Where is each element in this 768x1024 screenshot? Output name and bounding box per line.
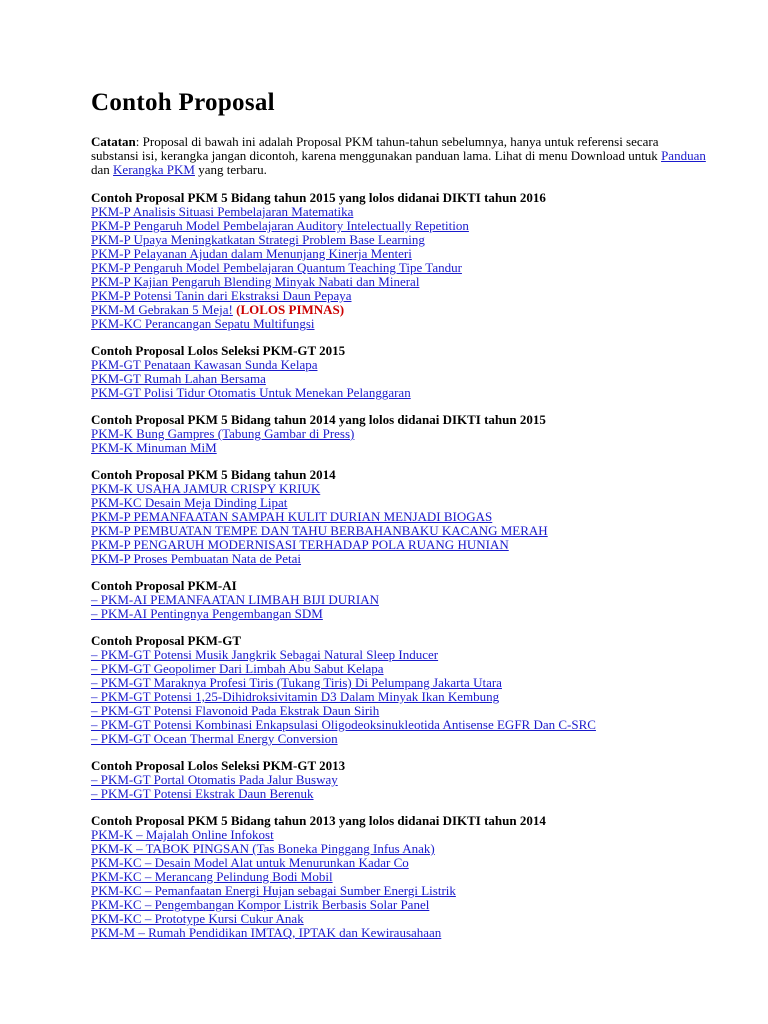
proposal-link[interactable]: PKM-P Proses Pembuatan Nata de Petai bbox=[91, 551, 302, 566]
list-item bbox=[91, 552, 708, 566]
proposal-link[interactable]: – PKM-AI Pentingnya Pengembangan SDM bbox=[91, 606, 323, 621]
list-item bbox=[91, 219, 708, 233]
proposal-link[interactable]: PKM-KC – Pemanfaatan Energi Hujan sebagai Sumber Energi Listrik bbox=[91, 883, 456, 898]
proposal-link[interactable]: – PKM-GT Potensi 1,25-Dihidroksivitamin D3 Dalam Minyak Ikan Kembung bbox=[91, 689, 500, 704]
proposal-section bbox=[91, 759, 708, 801]
list-item bbox=[91, 441, 708, 455]
list-item bbox=[91, 828, 708, 842]
list-item bbox=[91, 386, 708, 400]
proposal-link[interactable]: – PKM-GT Maraknya Profesi Tiris (Tukang Tiris) Di Pelumpang Jakarta Utara bbox=[91, 675, 502, 690]
proposal-link[interactable]: PKM-KC – Desain Model Alat untuk Menurunkan Kadar Co bbox=[91, 855, 409, 870]
proposal-link[interactable]: – PKM-AI PEMANFAATAN LIMBAH BIJI DURIAN bbox=[91, 592, 379, 607]
list-item bbox=[91, 233, 708, 247]
list-item bbox=[91, 427, 708, 441]
proposal-link[interactable]: PKM-P Pengaruh Model Pembelajaran Auditory Intelectually Repetition bbox=[91, 218, 469, 233]
list-item bbox=[91, 538, 708, 552]
proposal-section bbox=[91, 191, 708, 331]
list-item bbox=[91, 372, 708, 386]
proposal-link[interactable]: PKM-K Minuman MiM bbox=[91, 440, 217, 455]
list-item bbox=[91, 926, 708, 940]
list-item bbox=[91, 704, 708, 718]
proposal-link-list bbox=[91, 482, 708, 566]
note-label: Catatan bbox=[91, 134, 136, 149]
list-item bbox=[91, 676, 708, 690]
list-item bbox=[91, 607, 708, 621]
list-item bbox=[91, 870, 708, 884]
proposal-link-list bbox=[91, 593, 708, 621]
proposal-link[interactable]: – PKM-GT Portal Otomatis Pada Jalur Busway bbox=[91, 772, 338, 787]
list-item bbox=[91, 732, 708, 746]
proposal-link[interactable]: PKM-K USAHA JAMUR CRISPY KRIUK bbox=[91, 481, 321, 496]
proposal-link[interactable]: PKM-K – Majalah Online Infokost bbox=[91, 827, 274, 842]
proposal-link[interactable]: PKM-GT Rumah Lahan Bersama bbox=[91, 371, 266, 386]
list-item bbox=[91, 912, 708, 926]
proposal-link[interactable]: PKM-P Upaya Meningkatkatan Strategi Problem Base Learning bbox=[91, 232, 425, 247]
proposal-link[interactable]: – PKM-GT Potensi Ekstrak Daun Berenuk bbox=[91, 786, 314, 801]
proposal-link[interactable]: PKM-P Pengaruh Model Pembelajaran Quantum Teaching Tipe Tandur bbox=[91, 260, 462, 275]
proposal-link[interactable]: PKM-K Bung Gampres (Tabung Gambar di Press) bbox=[91, 426, 355, 441]
list-item bbox=[91, 510, 708, 524]
kerangka-pkm-link[interactable]: Kerangka PKM bbox=[113, 162, 195, 177]
list-item bbox=[91, 524, 708, 538]
proposal-link[interactable]: PKM-GT Polisi Tidur Otomatis Untuk Menekan Pelanggaran bbox=[91, 385, 411, 400]
proposal-link[interactable]: PKM-M Gebrakan 5 Meja! bbox=[91, 302, 233, 317]
proposal-link[interactable]: PKM-P Analisis Situasi Pembelajaran Matematika bbox=[91, 204, 354, 219]
list-item bbox=[91, 289, 708, 303]
list-item bbox=[91, 856, 708, 870]
proposal-link[interactable]: PKM-P Pelayanan Ajudan dalam Menunjang Kinerja Menteri bbox=[91, 246, 412, 261]
proposal-link[interactable]: – PKM-GT Potensi Musik Jangkrik Sebagai Natural Sleep Inducer bbox=[91, 647, 439, 662]
proposal-link[interactable]: PKM-K – TABOK PINGSAN (Tas Boneka Pinggang Infus Anak) bbox=[91, 841, 435, 856]
page-title: Contoh Proposal bbox=[91, 89, 275, 116]
list-item bbox=[91, 718, 708, 732]
proposal-link-list bbox=[91, 648, 708, 746]
list-item bbox=[91, 317, 708, 331]
list-item bbox=[91, 247, 708, 261]
proposal-link[interactable]: PKM-KC Perancangan Sepatu Multifungsi bbox=[91, 316, 315, 331]
note-text-2: dan bbox=[91, 162, 114, 177]
list-item bbox=[91, 496, 708, 510]
note-text-3: yang terbaru. bbox=[195, 162, 267, 177]
list-item bbox=[91, 690, 708, 704]
proposal-link[interactable]: – PKM-GT Geopolimer Dari Limbah Abu Sabut Kelapa bbox=[91, 661, 384, 676]
proposal-link[interactable]: – PKM-GT Potensi Kombinasi Enkapsulasi Oligodeoksinukleotida Antisense EGFR Dan C-SRC bbox=[91, 717, 596, 732]
proposal-link[interactable]: PKM-P Kajian Pengaruh Blending Minyak Nabati dan Mineral bbox=[91, 274, 420, 289]
list-item bbox=[91, 303, 708, 317]
section-title: Contoh Proposal PKM-GT bbox=[91, 633, 241, 648]
section-title: Contoh Proposal PKM 5 Bidang tahun 2014 yang lolos didanai DIKTI tahun 2015 bbox=[91, 412, 546, 427]
proposal-link[interactable]: PKM-P Potensi Tanin dari Ekstraksi Daun Pepaya bbox=[91, 288, 352, 303]
list-item bbox=[91, 898, 708, 912]
proposal-link[interactable]: PKM-P PEMBUATAN TEMPE DAN TAHU BERBAHANBAKU KACANG MERAH bbox=[91, 523, 548, 538]
section-title: Contoh Proposal PKM 5 Bidang tahun 2014 bbox=[91, 467, 336, 482]
list-item bbox=[91, 648, 708, 662]
proposal-section bbox=[91, 413, 708, 455]
proposal-section bbox=[91, 814, 708, 940]
proposal-link[interactable]: – PKM-GT Potensi Flavonoid Pada Ekstrak Daun Sirih bbox=[91, 703, 380, 718]
note-paragraph bbox=[91, 135, 708, 177]
proposal-link[interactable]: PKM-M – Rumah Pendidikan IMTAQ, IPTAK dan Kewirausahaan bbox=[91, 925, 442, 940]
list-item bbox=[91, 358, 708, 372]
list-item bbox=[91, 662, 708, 676]
proposal-link[interactable]: PKM-KC – Pengembangan Kompor Listrik Berbasis Solar Panel bbox=[91, 897, 430, 912]
section-title: Contoh Proposal Lolos Seleksi PKM-GT 2015 bbox=[91, 343, 346, 358]
proposal-link-list bbox=[91, 427, 708, 455]
lolos-pimnas-badge: (LOLOS PIMNAS) bbox=[236, 302, 345, 317]
proposal-link[interactable]: – PKM-GT Ocean Thermal Energy Conversion bbox=[91, 731, 338, 746]
proposal-link[interactable]: PKM-KC Desain Meja Dinding Lipat bbox=[91, 495, 288, 510]
list-item bbox=[91, 773, 708, 787]
list-item bbox=[91, 884, 708, 898]
proposal-link[interactable]: PKM-P PEMANFAATAN SAMPAH KULIT DURIAN MENJADI BIOGAS bbox=[91, 509, 493, 524]
proposal-section bbox=[91, 468, 708, 566]
proposal-link-list bbox=[91, 205, 708, 331]
proposal-link[interactable]: PKM-GT Penataan Kawasan Sunda Kelapa bbox=[91, 357, 318, 372]
proposal-link-list bbox=[91, 828, 708, 940]
list-item bbox=[91, 482, 708, 496]
section-title: Contoh Proposal PKM 5 Bidang tahun 2013 yang lolos didanai DIKTI tahun 2014 bbox=[91, 813, 546, 828]
proposal-link-list bbox=[91, 358, 708, 400]
proposal-link[interactable]: PKM-KC – Merancang Pelindung Bodi Mobil bbox=[91, 869, 333, 884]
proposal-link-list bbox=[91, 773, 708, 801]
list-item bbox=[91, 593, 708, 607]
list-item bbox=[91, 787, 708, 801]
proposal-section bbox=[91, 634, 708, 746]
proposal-sections bbox=[91, 191, 708, 940]
list-item bbox=[91, 261, 708, 275]
section-title: Contoh Proposal PKM 5 Bidang tahun 2015 yang lolos didanai DIKTI tahun 2016 bbox=[91, 190, 546, 205]
proposal-section bbox=[91, 344, 708, 400]
section-title: Contoh Proposal Lolos Seleksi PKM-GT 2013 bbox=[91, 758, 346, 773]
list-item bbox=[91, 205, 708, 219]
list-item bbox=[91, 275, 708, 289]
proposal-link[interactable]: PKM-KC – Prototype Kursi Cukur Anak bbox=[91, 911, 304, 926]
proposal-link[interactable]: PKM-P PENGARUH MODERNISASI TERHADAP POLA RUANG HUNIAN bbox=[91, 537, 509, 552]
panduan-link[interactable]: Panduan bbox=[661, 148, 706, 163]
list-item bbox=[91, 842, 708, 856]
proposal-section bbox=[91, 579, 708, 621]
note-text: : Proposal di bawah ini adalah Proposal PKM tahun-tahun sebelumnya, hanya untuk referensi secara substansi isi, kerangka jangan dicontoh, karena menggunakan panduan lama. Lihat di menu Download untuk bbox=[91, 134, 662, 163]
section-title: Contoh Proposal PKM-AI bbox=[91, 578, 237, 593]
